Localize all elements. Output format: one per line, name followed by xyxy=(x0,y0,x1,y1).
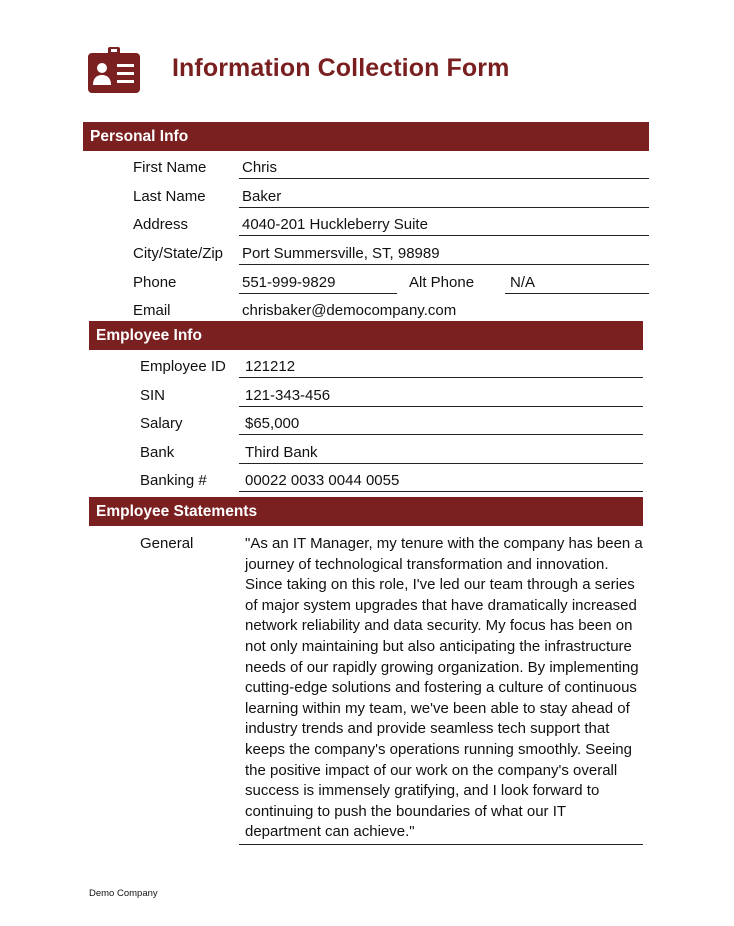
salary-field[interactable]: $65,000 xyxy=(239,413,643,435)
employee-info-header: Employee Info xyxy=(89,321,643,350)
bank-field[interactable]: Third Bank xyxy=(239,442,643,464)
city-state-zip-field[interactable]: Port Summersville, ST, 98989 xyxy=(239,243,649,265)
email-field[interactable]: chrisbaker@democompany.com xyxy=(242,302,457,319)
address-field[interactable]: 4040-201 Huckleberry Suite xyxy=(239,214,649,236)
alt-phone-label: Alt Phone xyxy=(409,274,475,291)
bank-label: Bank xyxy=(140,444,175,461)
first-name-label: First Name xyxy=(133,159,207,176)
last-name-field[interactable]: Baker xyxy=(239,186,649,208)
general-statement-field[interactable]: "As an IT Manager, my tenure with the company has been a journey of technological transformation and innovation. Since taking on this role, I've led our team through a series of major system upgrades that have dramatically increased network reliability and data security. My focus has been on not only maintaining but also anticipating the infrastructure needs of our rapidly growing organization. By implementing cutting-edge solutions and fostering a culture of continuous learning within my team, we've been able to stay ahead of industry trends and provide seamless tech support that keeps the company's operations running smoothly. Seeing the positive impact of our work on the company's overall success is immensely gratifying, and I look forward to continuing to push the boundaries of what our IT department can achieve." xyxy=(239,534,643,845)
banking-number-field[interactable]: 00022 0033 0044 0055 xyxy=(239,470,643,492)
phone-label: Phone xyxy=(133,274,177,291)
sin-field[interactable]: 121-343-456 xyxy=(239,385,643,407)
sin-label: SIN xyxy=(140,387,166,404)
email-label: Email xyxy=(133,302,171,319)
alt-phone-field[interactable]: N/A xyxy=(505,272,649,294)
first-name-field[interactable]: Chris xyxy=(239,157,649,179)
employee-id-label: Employee ID xyxy=(140,358,226,375)
last-name-label: Last Name xyxy=(133,188,206,205)
employee-statements-header: Employee Statements xyxy=(89,497,643,526)
city-state-zip-label: City/State/Zip xyxy=(133,245,224,262)
banking-number-label: Banking # xyxy=(140,472,207,489)
personal-info-header: Personal Info xyxy=(83,122,649,151)
page-title: Information Collection Form xyxy=(172,54,510,82)
address-label: Address xyxy=(133,216,189,233)
id-badge-icon xyxy=(88,47,140,93)
general-label: General xyxy=(140,535,194,552)
salary-label: Salary xyxy=(140,415,183,432)
employee-id-field[interactable]: 121212 xyxy=(239,356,643,378)
phone-field[interactable]: 551-999-9829 xyxy=(239,272,397,294)
footer-company: Demo Company xyxy=(89,888,158,899)
